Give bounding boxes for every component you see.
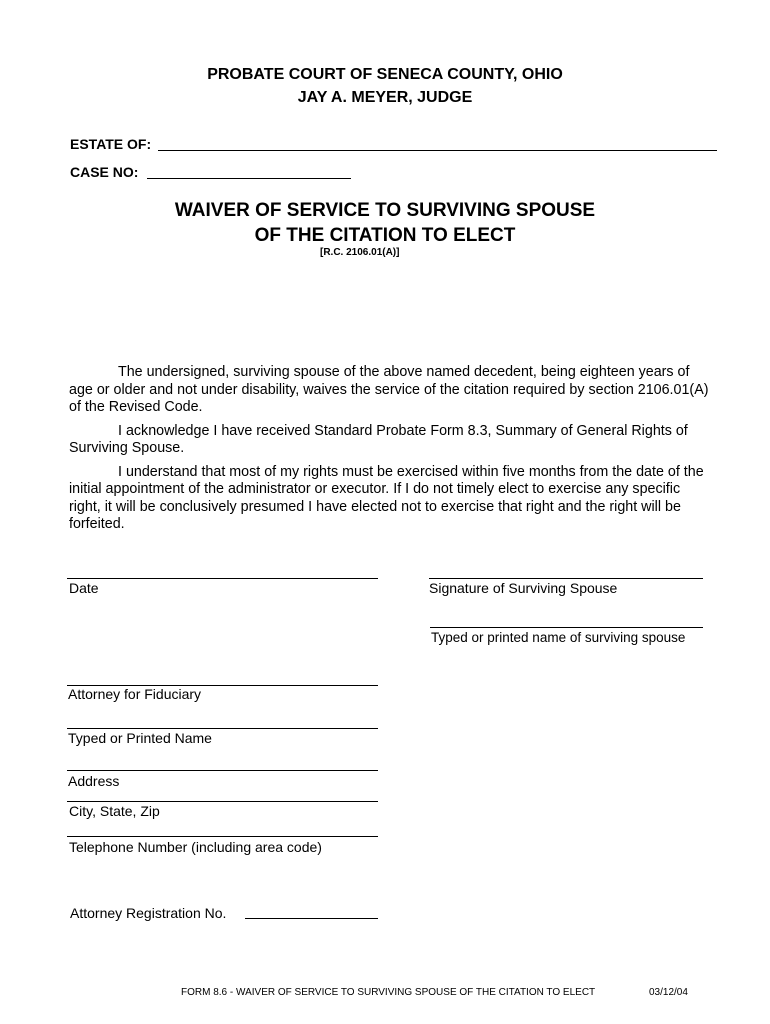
footer-form-title: FORM 8.6 - WAIVER OF SERVICE TO SURVIVING SPOUSE OF THE CITATION TO ELECT	[181, 987, 596, 998]
statute-reference: [R.C. 2106.01(A)]	[320, 247, 400, 258]
attorney-label: Attorney for Fiduciary	[68, 686, 202, 702]
registration-label: Attorney Registration No.	[70, 905, 227, 921]
telephone-line[interactable]	[67, 836, 378, 837]
form-title-line-1: WAIVER OF SERVICE TO SURVIVING SPOUSE	[174, 200, 596, 221]
case-no-label: CASE NO:	[70, 164, 139, 180]
city-state-zip-line[interactable]	[67, 801, 378, 802]
spouse-name-line[interactable]	[430, 627, 703, 628]
court-name: PROBATE COURT OF SENECA COUNTY, OHIO	[207, 66, 563, 83]
judge-name: JAY A. MEYER, JUDGE	[297, 89, 473, 106]
address-label: Address	[68, 773, 120, 789]
paragraph-acknowledgement: I acknowledge I have received Standard Probate Form 8.3, Summary of General Rights of Surviving Spouse.	[69, 422, 688, 456]
typed-name-label: Typed or Printed Name	[68, 730, 212, 746]
estate-label: ESTATE OF:	[70, 136, 152, 152]
body-text	[69, 364, 709, 534]
typed-name-line[interactable]	[67, 728, 378, 729]
form-title-line-2: OF THE CITATION TO ELECT	[254, 225, 516, 246]
paragraph-understanding: I understand that most of my rights must be exercised within five months from the date of the initial appointment of the administrator or executor. If I do not timely elect to exercise any specific right, it will be conclusively presumed I have elected not to exercise that right and the right will be forfeited.	[69, 463, 704, 532]
city-state-zip-label: City, State, Zip	[69, 803, 160, 819]
paragraph-waiver: The undersigned, surviving spouse of the above named decedent, being eighteen years of age or older and not under disability, waives the service of the citation required by section 2106.01(A) of the Revised Code.	[69, 364, 709, 415]
footer-date: 03/12/04	[649, 987, 688, 998]
estate-field[interactable]	[158, 150, 717, 151]
date-label: Date	[69, 580, 99, 596]
signature-line[interactable]	[429, 578, 703, 579]
case-no-field[interactable]	[147, 178, 351, 179]
telephone-label: Telephone Number (including area code)	[69, 839, 322, 855]
date-line[interactable]	[67, 578, 378, 579]
address-line[interactable]	[67, 770, 378, 771]
signature-label: Signature of Surviving Spouse	[429, 580, 618, 596]
registration-line[interactable]	[245, 918, 378, 919]
spouse-name-label: Typed or printed name of surviving spouse	[431, 630, 686, 645]
